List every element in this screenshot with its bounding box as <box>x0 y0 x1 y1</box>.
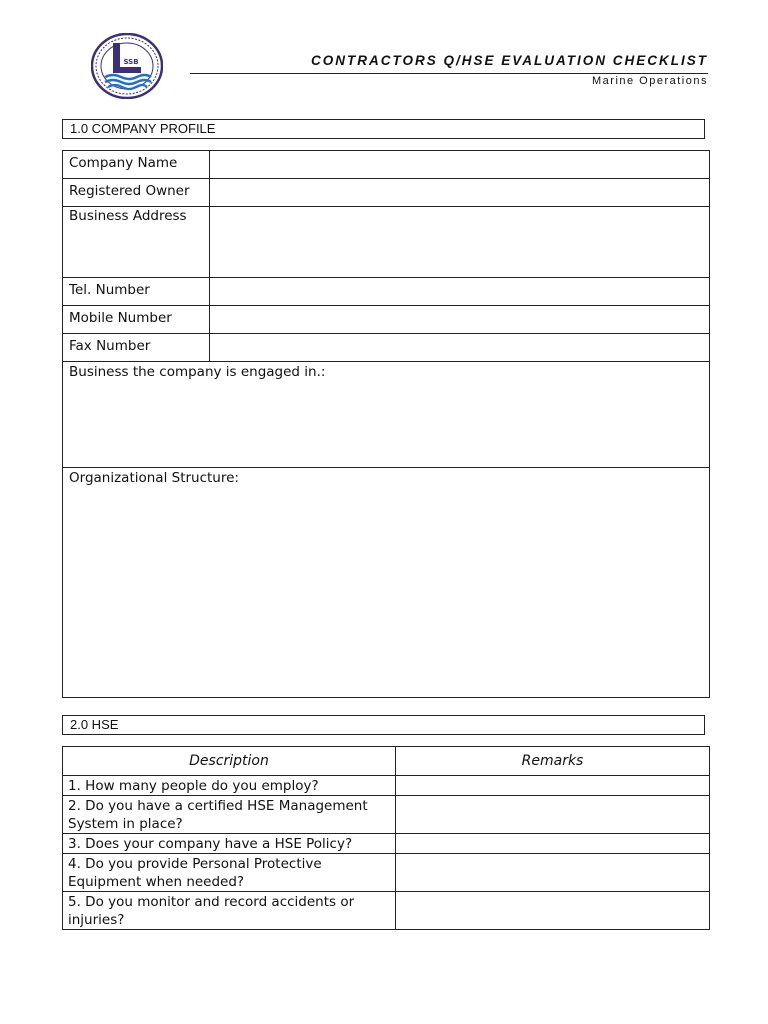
table-row <box>63 306 710 334</box>
question-3: 3. Does your company have a HSE Policy? <box>63 834 396 854</box>
label-registered-owner: Registered Owner <box>63 179 210 207</box>
remarks-2[interactable] <box>396 796 710 834</box>
field-mobile-number[interactable] <box>210 306 710 334</box>
remarks-1[interactable] <box>396 776 710 796</box>
table-header-row <box>63 747 710 776</box>
remarks-3[interactable] <box>396 834 710 854</box>
logo-text: SSB <box>123 58 139 66</box>
hse-table <box>62 746 710 930</box>
section-title-hse: 2.0 HSE <box>62 715 705 735</box>
table-row <box>63 278 710 306</box>
remarks-4[interactable] <box>396 854 710 892</box>
table-row <box>63 776 710 796</box>
question-5: 5. Do you monitor and record accidents or injuries? <box>63 892 396 930</box>
question-2: 2. Do you have a certified HSE Management System in place? <box>63 796 396 834</box>
table-row <box>63 834 710 854</box>
label-tel-number: Tel. Number <box>63 278 210 306</box>
table-row <box>63 207 710 278</box>
question-4: 4. Do you provide Personal Protective Equipment when needed? <box>63 854 396 892</box>
company-logo <box>91 33 163 99</box>
table-row <box>63 892 710 930</box>
field-business-address[interactable] <box>210 207 710 278</box>
document-title: CONTRACTORS Q/HSE EVALUATION CHECKLIST <box>310 53 708 68</box>
question-1: 1. How many people do you employ? <box>63 776 396 796</box>
label-company-name: Company Name <box>63 151 210 179</box>
field-organizational-structure[interactable]: Organizational Structure: <box>63 468 710 698</box>
table-row <box>63 468 710 698</box>
column-header-description: Description <box>63 747 396 776</box>
table-row <box>63 179 710 207</box>
header-rule <box>190 73 708 74</box>
label-fax-number: Fax Number <box>63 334 210 362</box>
table-row <box>63 151 710 179</box>
field-business-engaged[interactable]: Business the company is engaged in.: <box>63 362 710 468</box>
label-mobile-number: Mobile Number <box>63 306 210 334</box>
field-fax-number[interactable] <box>210 334 710 362</box>
table-row <box>63 334 710 362</box>
table-row <box>63 854 710 892</box>
field-tel-number[interactable] <box>210 278 710 306</box>
column-header-remarks: Remarks <box>396 747 710 776</box>
document-subtitle: Marine Operations <box>592 75 708 87</box>
company-profile-table <box>62 150 710 698</box>
section-title-company-profile: 1.0 COMPANY PROFILE <box>62 119 705 139</box>
field-company-name[interactable] <box>210 151 710 179</box>
table-row <box>63 796 710 834</box>
table-row <box>63 362 710 468</box>
field-registered-owner[interactable] <box>210 179 710 207</box>
remarks-5[interactable] <box>396 892 710 930</box>
label-business-address: Business Address <box>63 207 210 278</box>
